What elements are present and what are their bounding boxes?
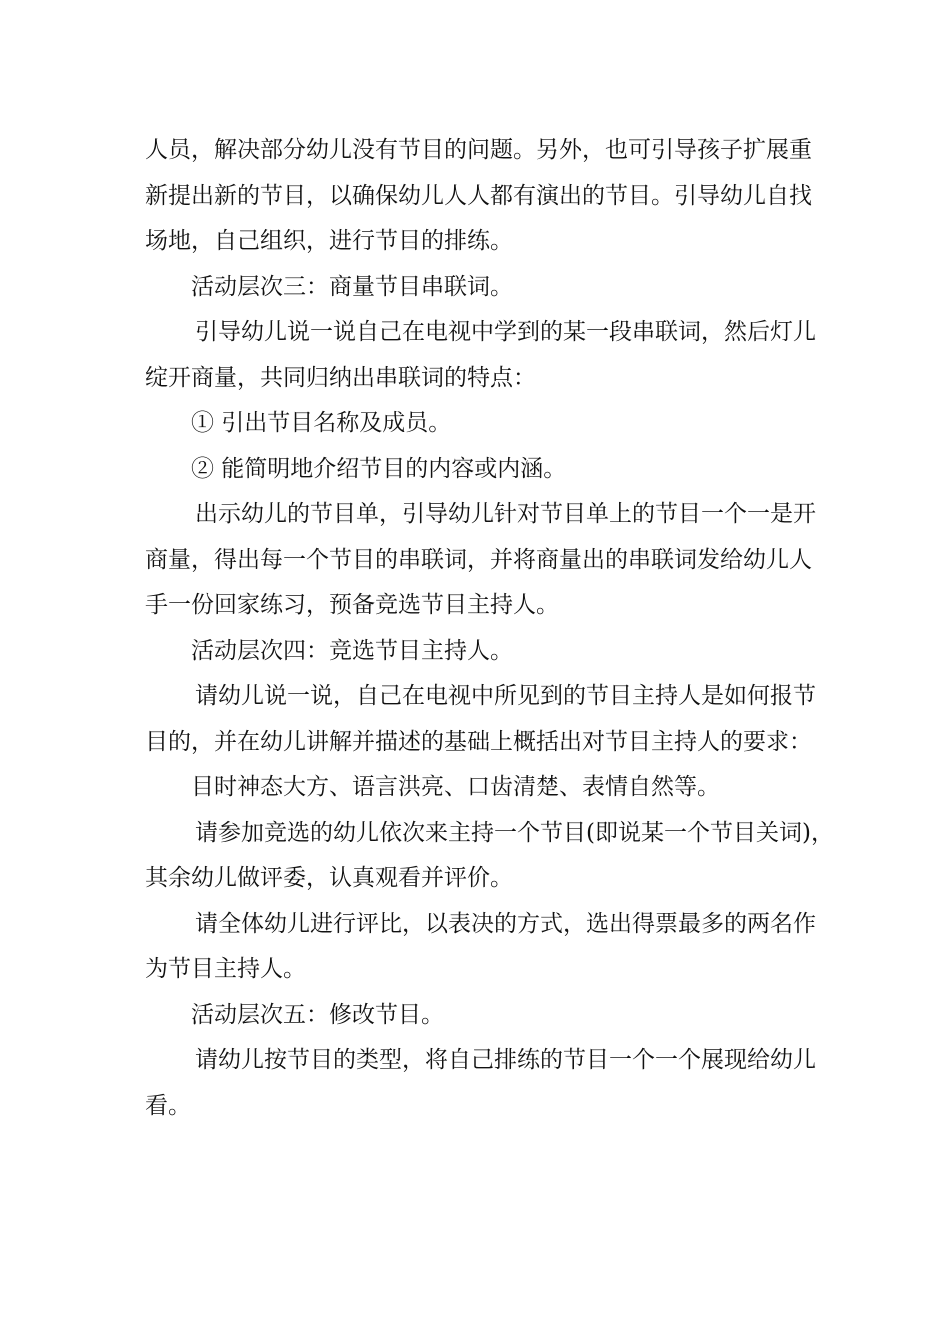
- text-line: 出示幼儿的节目单，引导幼儿针对节目单上的节目一个一是开: [195, 501, 816, 527]
- text-line: 场地，自己组织，进行节目的排练。: [145, 228, 513, 254]
- text-line: 请全体幼儿进行评比，以表决的方式，选出得票最多的两名作: [195, 910, 816, 937]
- section-heading: 活动层次四：竞选节目主持人。: [191, 637, 513, 664]
- text-line: 请幼儿按节目的类型，将自己排练的节目一个一个展现给幼儿: [195, 1047, 816, 1073]
- text-line: 为节目主持人。: [145, 956, 306, 982]
- document-body: [145, 128, 834, 1129]
- section-heading: 活动层次五：修改节目。: [191, 1001, 444, 1028]
- text-line: 新提出新的节目，以确保幼儿人人都有演出的节目。引导幼儿自找: [145, 182, 812, 209]
- section-heading: 活动层次三：商量节目串联词。: [191, 273, 513, 300]
- text-line: 引导幼儿说一说自己在电视中学到的某一段串联词，然后灯儿: [195, 319, 816, 345]
- text-line: 手一份回家练习，预备竞选节目主持人。: [145, 592, 559, 618]
- text-line: 看。: [145, 1092, 191, 1119]
- text-line: 商量，得出每一个节目的串联词，并将商量出的串联词发给幼儿人: [145, 546, 812, 573]
- list-item: ② 能简明地介绍节目的内容或内涵。: [191, 455, 567, 482]
- text-line: 绽开商量，共同归纳出串联词的特点：: [145, 364, 536, 391]
- text-line: 目的，并在幼儿讲解并描述的基础上概括出对节目主持人的要求：: [145, 728, 812, 755]
- text-line: 人员，解决部分幼儿没有节目的问题。另外，也可引导孩子扩展重: [145, 137, 812, 163]
- text-line: 其余幼儿做评委，认真观看并评价。: [145, 865, 513, 891]
- text-line: 请参加竞选的幼儿依次来主持一个节目(即说某一个节目关词)，: [195, 819, 834, 846]
- text-line: 请幼儿说一说，自己在电视中所见到的节目主持人是如何报节: [195, 683, 816, 709]
- list-item: ① 引出节目名称及成员。: [191, 410, 452, 436]
- text-line: 目时神态大方、语言洪亮、口齿清楚、表情自然等。: [191, 774, 720, 800]
